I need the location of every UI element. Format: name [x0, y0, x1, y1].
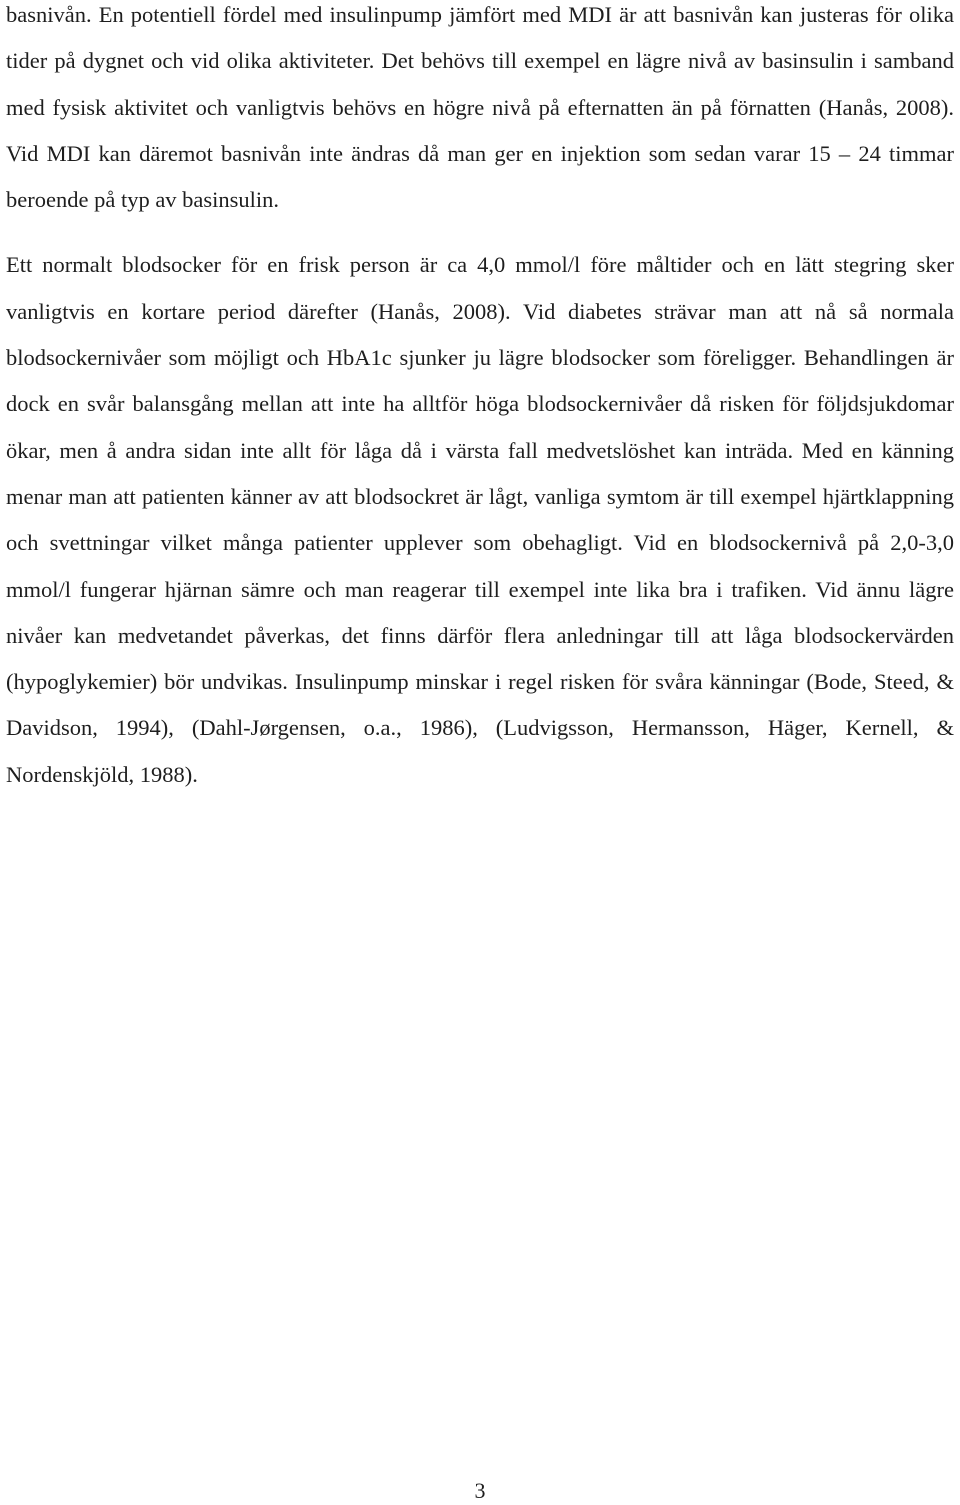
paragraph-1: basnivån. En potentiell fördel med insulinpump jämfört med MDI är att basnivån kan justeras för olika tider på dygnet och vid olika aktiviteter. Det behövs till exempel en lägre nivå av basinsulin i samband med fysisk aktivitet och vanligtvis behövs en högre nivå på efternatten än på förnatten (Hanås, 2008). Vid MDI kan däremot basnivån inte ändras då man ger en injektion som sedan varar 15 – 24 timmar beroende på typ av basinsulin.	[6, 2, 954, 213]
page-number: 3	[474, 1478, 486, 1503]
body-text	[6, 0, 954, 798]
paragraph-2: Ett normalt blodsocker för en frisk person är ca 4,0 mmol/l före måltider och en lätt stegring sker vanligtvis en kortare period därefter (Hanås, 2008). Vid diabetes strävar man att nå så normala blodsockernivåer som möjligt och HbA1c sjunker ju lägre blodsocker som föreligger. Behandlingen är dock en svår balansgång mellan att inte ha alltför höga blodsockernivåer då risken för följdsjukdomar ökar, men å andra sidan inte allt för låga då i värsta fall medvetslöshet kan inträda. Med en känning menar man att patienten känner av att blodsockret är lågt, vanliga symtom är till exempel hjärtklappning och svettningar vilket många patienter upplever som obehagligt. Vid en blodsockernivå på 2,0-3,0 mmol/l fungerar hjärnan sämre och man reagerar till exempel inte lika bra i trafiken. Vid ännu lägre nivåer kan medvetandet påverkas, det finns därför flera anledningar till att låga blodsockervärden (hypoglykemier) bör undvikas. Insulinpump minskar i regel risken för svåra känningar (Bode, Steed, & Davidson, 1994), (Dahl-Jørgensen, o.a., 1986), (Ludvigsson, Hermansson, Häger, Kernell, & Nordenskjöld, 1988).	[6, 252, 954, 787]
